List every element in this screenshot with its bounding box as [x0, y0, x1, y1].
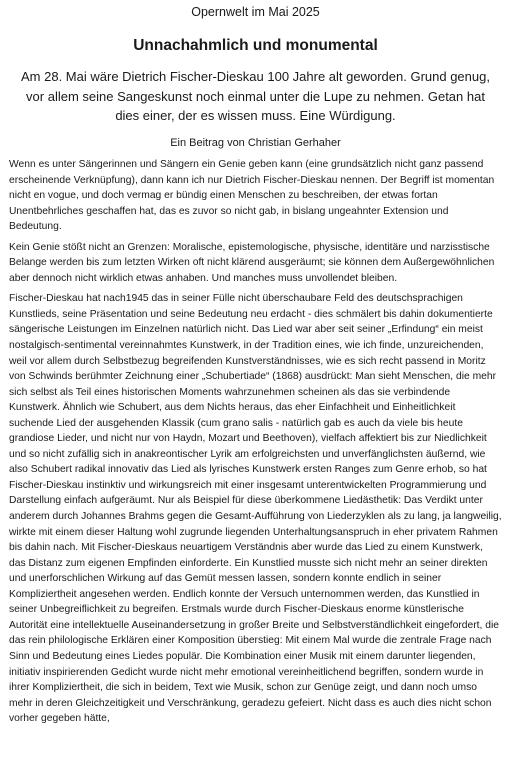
body-paragraph-2: Kein Genie stößt nicht an Grenzen: Moralische, epistemologische, physische, identitäre und narzisstische Belange werden bis zum letzten Wirken oft nicht klärend ausgeräumt; sie können dem Außergewöhnlichen aber dennoch nicht wirklich etwas anhaben. Und manches muss unvollendet bleiben.	[9, 241, 495, 284]
article-title: Unnachahmlich und monumental	[133, 37, 378, 54]
body-paragraph-3: Fischer-Dieskau hat nach1945 das in seiner Fülle nicht überschaubare Feld des deutschsprachigen Kunstlieds, seine Präsentation und seine Bedeutung neu erdacht - dies schmälert bis dahin dokumentierte sängerische Leistungen im Einzelnen natürlich nicht. Das Lied war aber seit seiner „Erfindung“ ein meist nostalgisch-sentimental vereinnahmtes Kunstwerk, in der Tradition eines, wie ich finde, unzureichenden, weil vor allem durch Selbstbezug begreifenden Kunstverständnisses, wie es sich recht passend in Moritz von Schwinds berühmter Zeichnung einer „Schubertiade“ (1868) ausdrückt: Man sieht Menschen, die mehr sich selbst als Teil eines historischen Moments wahrzunehmen scheinen als das sie verbindende Kunstwerk. Ähnlich wie Schubert, aus dem Nichts heraus, das eher Einfachheit und Einheitlichkeit suchende Lied der ausgehenden Klassik (cum grano salis - natürlich gab es auch da viele bis heute grandiose Lieder, und nicht nur von Haydn, Mozart und Beethoven), vielfach affektiert bis zur Niedlichkeit und so nicht zufällig sich in anakreontischer Lyrik am erfolgreichsten und unverfänglichsten äußernd, wie also Schubert radikal innovativ das Lied als lyrisches Kunstwerk ersten Ranges zum Genre erhob, so hat Fischer-Dieskau instinktiv und wirkungsreich mit einer insgesamt unterentwickelten Programmierung und Darstellung einfach aufgeräumt. Nur als Beispiel für diese überkommene Liedästhetik: Das Verdikt unter anderem durch Johannes Brahms gegen die Gesamt-Aufführung von Liederzyklen als zu lang, ja langweilig, wirkte mit einem dieser Haltung wohl zugrunde liegenden Unterhaltungsanspruch in eher privatem Rahmen bis dahin nach. Mit Fischer-Dieskaus neuartigem Verständnis aber wurde das Lied zu einem Kunstwerk, das Distanz zum eigenen Empfinden einforderte. Ein Kunstlied musste sich nicht mehr an seiner direkten und unerforschlichen Wirkung auf das Gemüt messen lassen, sondern konnte endlich in seiner Kompliziertheit angesehen werden. Endlich konnte der Versuch unternommen werden, das Kunstlied in seiner Unbegreiflichkeit zu begreifen. Erstmals wurde durch Fischer-Dieskaus enorme künstlerische Autorität eine intellektuelle Auseinandersetzung in großer Breite und Selbstverständlichkeit eingefordert, die das rein philologische Erklären einer Komposition überstieg: Mit einem Mal wurde die zentrale Frage nach Sinn und Bedeutung eines Liedes populär. Die Kombination einer Musik mit einem darunter liegenden, initiativ inspirierenden Gedicht wurde nicht mehr emotional vereinheitlichend begriffen, sondern wurde in ihrer Kompliziertheit, die sich in beidem, Text wie Musik, schon zur Genüge zeigt, und dann noch umso mehr in deren Gleichzeitigkeit und Verschränkung, geradezu gefeiert. Nicht dass es auch dies nicht schon vorher gegeben hätte,	[9, 293, 502, 725]
article-body	[9, 157, 502, 732]
body-paragraph-1: Wenn es unter Sängerinnen und Sängern ein Genie geben kann (eine grundsätzlich nicht ganz passend erscheinende Verknüpfung), dann kann ich nur Dietrich Fischer-Dieskau nennen. Der Begriff ist momentan nicht en vogue, und doch vermag er bündig einen Menschen zu beschreiben, der etwas fortan Unentbehrliches geschaffen hat, das es zuvor so nicht gab, in bislang ungeahnter Extension und Bedeutung.	[9, 159, 495, 233]
publication-header: Opernwelt im Mai 2025	[191, 5, 320, 19]
article-lead: Am 28. Mai wäre Dietrich Fischer-Dieskau 100 Jahre alt geworden. Grund genug, vor allem seine Sangeskunst noch einmal unter die Lupe zu nehmen. Getan hat dies einer, der es wissen muss. Eine Würdigung.	[21, 69, 490, 123]
article-author: Ein Beitrag von Christian Gerhaher	[170, 137, 341, 149]
